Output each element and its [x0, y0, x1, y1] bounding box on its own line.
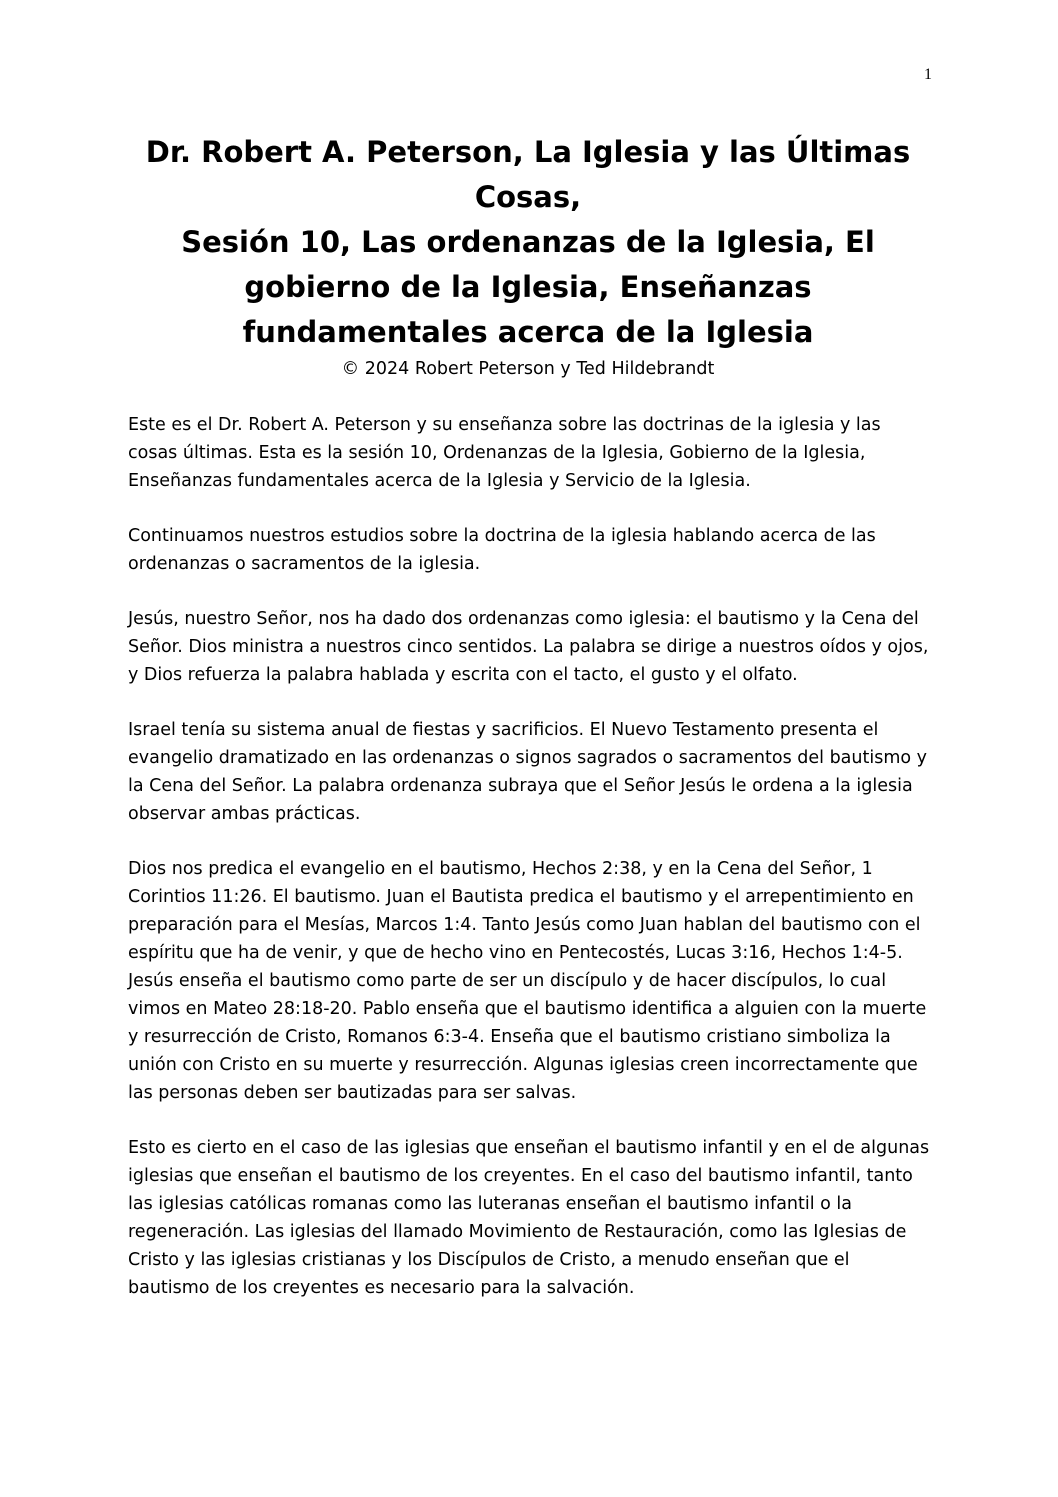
paragraph: Continuamos nuestros estudios sobre la doctrina de la iglesia hablando acerca de las ordenanzas o sacramentos de la iglesia. — [128, 526, 876, 574]
copyright-line: © 2024 Robert Peterson y Ted Hildebrandt — [341, 359, 715, 379]
paragraph: Este es el Dr. Robert A. Peterson y su enseñanza sobre las doctrinas de la iglesia y las cosas últimas. Esta es la sesión 10, Ordenanzas de la Iglesia, Gobierno de la Iglesia, Enseñanzas fundamentales acerca de la Iglesia y Servicio de la Iglesia. — [128, 415, 881, 491]
paragraph: Jesús, nuestro Señor, nos ha dado dos ordenanzas como iglesia: el bautismo y la Cena del Señor. Dios ministra a nuestros cinco sentidos. La palabra se dirige a nuestros oídos y ojos, y Dios refuerza la palabra hablada y escrita con el tacto, el gusto y el olfato. — [128, 609, 929, 685]
page-number: 1 — [924, 66, 932, 83]
body-text — [128, 411, 930, 1329]
session-subtitle: Sesión 10, Las ordenanzas de la Iglesia, El gobierno de la Iglesia, Enseñanzas fundamentales acerca de la Iglesia — [181, 225, 875, 349]
paragraph: Esto es cierto en el caso de las iglesias que enseñan el bautismo infantil y en el de algunas iglesias que enseñan el bautismo de los creyentes. En el caso del bautismo infantil, tanto las iglesias católicas romanas como las luteranas enseñan el bautismo infantil o la regeneración. Las iglesias del llamado Movimiento de Restauración, como las Iglesias de Cristo y las iglesias cristianas y los Discípulos de Cristo, a menudo enseñan que el bautismo de los creyentes es necesario para la salvación. — [128, 1138, 930, 1298]
title-block — [128, 130, 928, 383]
document-title: Dr. Robert A. Peterson, La Iglesia y las Últimas Cosas, — [145, 135, 911, 214]
paragraph: Israel tenía su sistema anual de fiestas y sacrificios. El Nuevo Testamento presenta el evangelio dramatizado en las ordenanzas o signos sagrados o sacramentos del bautismo y la Cena del Señor. La palabra ordenanza subraya que el Señor Jesús le ordena a la iglesia observar ambas prácticas. — [128, 720, 928, 824]
paragraph: Dios nos predica el evangelio en el bautismo, Hechos 2:38, y en la Cena del Señor, 1 Corintios 11:26. El bautismo. Juan el Bautista predica el bautismo y el arrepentimiento en preparación para el Mesías, Marcos 1:4. Tanto Jesús como Juan hablan del bautismo con el espíritu que ha de venir, y que de hecho vino en Pentecostés, Lucas 3:16, Hechos 1:4-5. Jesús enseña el bautismo como parte de ser un discípulo y de hacer discípulos, lo cual vimos en Mateo 28:18-20. Pablo enseña que el bautismo identifica a alguien con la muerte y resurrección de Cristo, Romanos 6:3-4. Enseña que el bautismo cristiano simboliza la unión con Cristo en su muerte y resurrección. Algunas iglesias creen incorrectamente que las personas deben ser bautizadas para ser salvas. — [128, 859, 927, 1103]
